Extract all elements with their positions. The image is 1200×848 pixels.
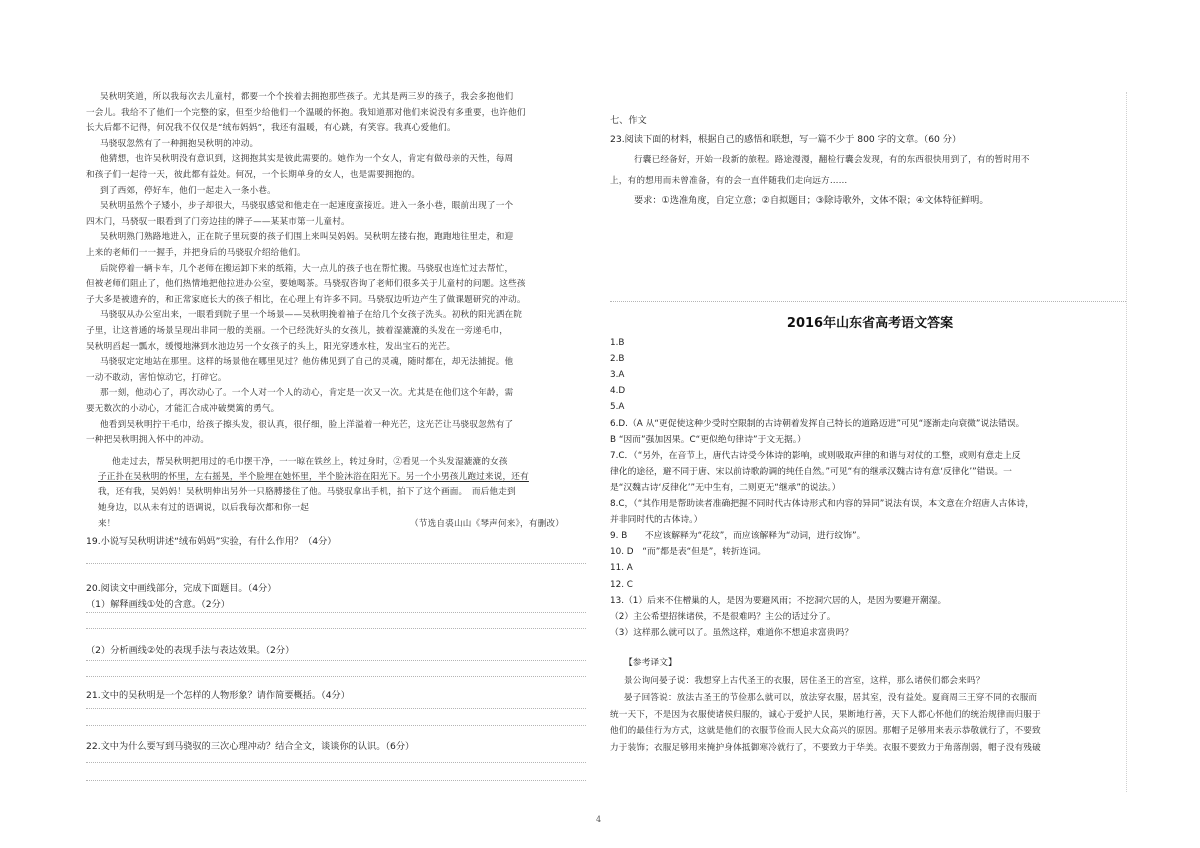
text-line: 2.B: [610, 354, 625, 365]
answer-line: [86, 708, 586, 709]
text-line: 是“汉魏古诗‘反律化’”无中生有，二则更无“继承”的说法。）: [610, 482, 841, 493]
source-note: （节选自裘山山《琴声何来》，有删改）: [410, 519, 564, 529]
text-line: 要无数次的小动心，才能汇合成冲破樊篱的勇气。: [86, 404, 280, 414]
margin-guide: [1126, 92, 1127, 792]
question-20-2: （2）分析画线②处的表现手法与表达效果。（2分）: [86, 645, 295, 656]
writing-requirement: 要求：①选准角度，自定立意；②自拟题目；③除诗歌外，文体不限；④文体特征鲜明。: [634, 195, 989, 206]
text-line: 13.（1）后来不住橧巢的人，是因为要避风雨；不挖洞穴居的人，是因为要避开潮湿。: [610, 595, 947, 606]
text-line: 吴秋明熟门熟路地进入，正在院子里玩耍的孩子们围上来叫吴妈妈。吴秋明左搂右抱，跑跑地往里走，和迎: [100, 232, 514, 243]
text-line: 统一天下，不是因为衣服使诸侯归服的，诚心于爱护人民，果断地行善，天下人都心怀他们的统治规律而归服于: [610, 709, 1041, 720]
marked-line-5: 来！: [98, 519, 116, 529]
text-line: 6.D.（A 从“更促使这种少受时空限制的古诗朝着发挥自己特长的道路迈进”可见“逐渐走向衰微”说法错误。: [610, 418, 1025, 429]
text-line: 但被老师们阻止了，他们热情地把他拉进办公室，要她喝茶。马骁驭咨询了老师们很多关于儿童村的问题。这些孩: [86, 279, 526, 290]
page-number: 4: [596, 815, 602, 824]
text-line: 他猜想，也许吴秋明没有意识到，这拥抱其实是彼此需要的。她作为一个女人，肯定有做母亲的天性，每周: [100, 154, 514, 165]
question-23: 23.阅读下面的材料，根据自己的感悟和联想，写一篇不少于 800 字的文章。（60 分）: [610, 134, 962, 145]
text-line: （3）这样那么就可以了。虽然这样，难道你不想追求富贵吗？: [610, 627, 854, 638]
text-line: 晏子回答说：放法古圣王的节俭那么就可以，放法穿衣服，居其室，没有益处。夏商周三王穿不同的衣服而: [624, 692, 1038, 703]
answer-title: 2016年山东省高考语文答案: [786, 316, 954, 331]
text-line: 3.A: [610, 370, 625, 381]
text-line: 四木门，马骁驭一眼看到了门旁边挂的牌子——某某市第一儿童村。: [86, 216, 350, 227]
text-line: 4.D: [610, 386, 626, 397]
text-line: 5.A: [610, 402, 625, 413]
text-line: 吴秋明虽然个子矮小，步子却很大，马骁驭感觉和他走在一起速度蛮接近。进入一条小巷，眼前出现了一个: [100, 201, 514, 212]
text-line: 马骁驭忽然有了一种拥抱吴秋明的冲动。: [100, 138, 259, 149]
marked-line-3: 我，还有我，吴妈妈！吴秋明伸出另外一只胳膊搂住了他。马骁驭拿出手机，拍下了这个画面。 而后他走到: [98, 487, 516, 497]
text-line: 马骁驭从办公室出来，一眼看到院子里一个场景——吴秋明挽着袖子在给几个女孩子洗头。初秋的阳光洒在院: [100, 310, 523, 321]
marked-line-1: [112, 457, 508, 467]
question-21: 21.文中的吴秋明是一个怎样的人物形象？请作简要概括。（4分）: [86, 690, 350, 701]
text-line: 上来的老师们一一握手，并把身后的马骁驭介绍给他们。: [86, 248, 306, 258]
answer-line: [86, 780, 586, 781]
text-line: 景公询问晏子说：我想穿上古代圣王的衣服，居住圣王的宫室，这样，那么诸侯们都会来吗？: [624, 676, 985, 686]
marked-text-a: 他走过去，帮吴秋明把用过的毛巾摆干净，一一晾在铁丝上，转过身时，②看见一个头发湿漉漉的女孩: [112, 457, 508, 467]
section-divider: [610, 301, 1126, 302]
section-seven-heading: 七、作文: [610, 115, 647, 126]
text-line: 一动不敢动，害怕惊动它，打碎它。: [86, 372, 227, 383]
answer-line: [86, 676, 586, 677]
marked-line-4: 她身边，以从未有过的语调说，以后我每次都和你一起: [98, 503, 310, 513]
text-line: 1.B: [610, 338, 625, 348]
question-20: 20.阅读文中画线部分，完成下面题目。（4分）: [86, 583, 277, 594]
text-line: 9. B 不应该解释为“花纹”，而应该解释为“动词，进行纹饰”。: [610, 531, 866, 542]
text-line: 他们的最佳行为方式，这就是他们的衣服节俭而人民大众高兴的原因。那帽子足够用来表示恭敬就行了，不要致: [610, 726, 1041, 737]
text-line: 长大后都不记得，何况我不仅仅是“绒布妈妈”，我还有温暖，有心跳，有笑容。我真心爱他们。: [86, 123, 456, 134]
text-line: 12. C: [610, 579, 633, 590]
question-22: 22.文中为什么要写到马骁驭的三次心理冲动？结合全文，谈谈你的认识。（6分）: [86, 741, 415, 752]
text-line: 10. D “而”都是表“但是”，转折连词。: [610, 547, 767, 558]
text-line: 后院停着一辆卡车，几个老师在搬运卸下来的纸箱，大一点儿的孩子也在帮忙搬。马骁驭也连忙过去帮忙，: [100, 263, 514, 274]
text-line: 律化的途径，避不同于唐、宋以前诗歌韵调的纯任自然。”可见“有的继承汉魏古诗有意‘反律化’”错误。一: [610, 466, 1012, 477]
answer-line: [86, 612, 586, 613]
text-line: 一种把吴秋明拥入怀中的冲动。: [86, 435, 210, 446]
text-line: （2）主公希望招徕诸侯，不是很难吗？主公的话过分了。: [610, 611, 836, 622]
marked-line-2: 子正扑在吴秋明的怀里，左右摇晃，半个脸埋在她怀里，半个脸沐浴在阳光下。另一个小男孩儿跑过来说，还有: [98, 472, 529, 482]
text-line: 那一刻，他动心了，再次动心了。一个人对一个人的动心，肯定是一次又一次。尤其是在他们这个年龄，需: [100, 388, 514, 399]
writing-material-1: 行囊已经备好，开始一段新的旅程。路途漫漫，翻检行囊会发现，有的东西很快用到了，有的暂时用不: [634, 155, 1030, 165]
text-line: 子里，让这普通的场景呈现出非同一般的美丽。一个已经洗好头的女孩儿，披着湿漉漉的头发在一旁递毛巾，: [86, 326, 509, 336]
text-line: 11. A: [610, 563, 633, 574]
reference-translation-title: 【参考译文】: [624, 658, 677, 668]
text-line: 吴秋明笑道，所以我每次去儿童村，都要一个个挨着去拥抱那些孩子。尤其是两三岁的孩子，我会多抱他们: [100, 92, 514, 102]
text-line: B “因而”强加因果。C“更似绝句律诗”于文无据。）: [610, 434, 806, 445]
answer-line: [86, 563, 586, 564]
writing-material-2: 上，有的想用而未曾准备，有的会一直伴随我们走向远方……: [610, 176, 848, 186]
text-line: 一会儿。我给不了他们一个完整的家，但至少给他们一个温暖的怀抱。我知道那对他们来说没有多重要，也许他们: [86, 107, 526, 118]
text-line: 到了西郊，停好车，他们一起走入一条小巷。: [100, 185, 276, 196]
text-line: 吴秋明舀起一瓢水，缓慢地淋到水池边另一个女孩子的头上，阳光穿透水柱，发出宝石的光芒。: [86, 341, 456, 352]
text-line: 和孩子们一起待一天，彼此都有益处。何况，一个长期单身的女人，也是需要拥抱的。: [86, 170, 421, 180]
text-line: 子大多是被遗弃的，和正常家庭长大的孩子相比，在心理上有许多不同。马骁驭边听边产生了做课题研究的冲动。: [86, 294, 526, 305]
text-line: 力于装饰；衣服足够用来掩护身体抵御寒冷就行了，不要致力于华美。衣服不要致力于角落削弱，帽子没有残破: [610, 743, 1041, 754]
answer-line: [86, 628, 586, 629]
text-line: 8.C，（“其作用是帮助读者准确把握不同时代古体诗形式和内容的异同”说法有误，本文意在介绍唐人古体诗，: [610, 499, 1034, 509]
question-19: 19.小说写吴秋明讲述“绒布妈妈”实验，有什么作用？（4分）: [86, 536, 337, 547]
question-20-1: （1）解释画线①处的含意。（2分）: [86, 599, 230, 610]
answer-line: [86, 762, 586, 763]
text-line: 马骁驭定定地站在那里。这样的场景他在哪里见过？他仿佛见到了自己的灵魂，随时都在，却无法捕捉。他: [100, 357, 514, 368]
text-line: 他看到吴秋明拧干毛巾，给孩子擦头发，很认真，很仔细，脸上洋溢着一种光芒，这光芒让马骁驭忽然有了: [100, 419, 514, 430]
answer-line: [86, 725, 586, 726]
answer-line: [86, 660, 586, 661]
text-line: 并非同时代的古体诗。）: [610, 515, 703, 526]
text-line: 7.C．（“另外，在音节上，唐代古诗受今体诗的影响，或则吸取声律的和谐与对仗的工整，或则有意走上反: [610, 450, 1021, 461]
